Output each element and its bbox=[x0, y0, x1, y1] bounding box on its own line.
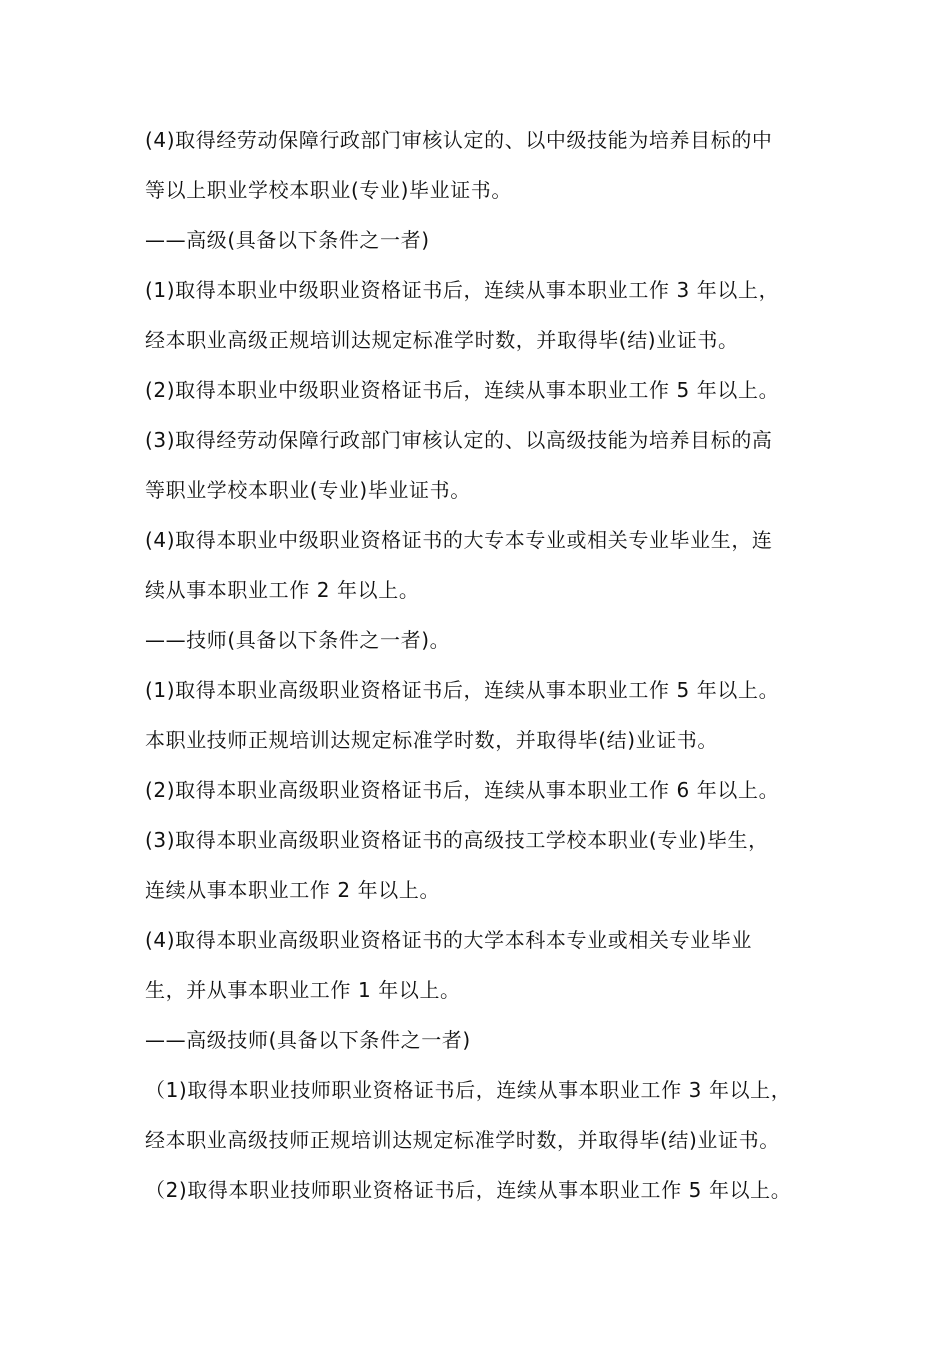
paragraph-line: 等职业学校本职业(专业)毕业证书。 bbox=[145, 478, 471, 502]
paragraph-line: （2)取得本职业技师职业资格证书后，连续从事本职业工作 5 年以上。 bbox=[145, 1178, 792, 1202]
paragraph-line: (4)取得经劳动保障行政部门审核认定的、以中级技能为培养目标的中 bbox=[145, 128, 773, 152]
paragraph-line: 生，并从事本职业工作 1 年以上。 bbox=[145, 978, 461, 1002]
document-body bbox=[145, 115, 810, 1215]
paragraph-line: (1)取得本职业高级职业资格证书后，连续从事本职业工作 5 年以上。 bbox=[145, 678, 780, 702]
paragraph-line: 经本职业高级正规培训达规定标准学时数，并取得毕(结)业证书。 bbox=[145, 328, 739, 352]
paragraph-line: (1)取得本职业中级职业资格证书后，连续从事本职业工作 3 年以上， bbox=[145, 278, 780, 302]
paragraph-line: 经本职业高级技师正规培训达规定标准学时数，并取得毕(结)业证书。 bbox=[145, 1128, 780, 1152]
paragraph-line: （1)取得本职业技师职业资格证书后，连续从事本职业工作 3 年以上， bbox=[145, 1078, 792, 1102]
paragraph-line: 续从事本职业工作 2 年以上。 bbox=[145, 578, 420, 602]
paragraph-line: (2)取得本职业高级职业资格证书后，连续从事本职业工作 6 年以上。 bbox=[145, 778, 780, 802]
section-heading: ——技师(具备以下条件之一者)。 bbox=[145, 628, 451, 652]
paragraph-line: (4)取得本职业中级职业资格证书的大专本专业或相关专业毕业生，连 bbox=[145, 528, 773, 552]
paragraph-line: (4)取得本职业高级职业资格证书的大学本科本专业或相关专业毕业 bbox=[145, 928, 752, 952]
paragraph-line: 本职业技师正规培训达规定标准学时数，并取得毕(结)业证书。 bbox=[145, 728, 719, 752]
paragraph-line: 连续从事本职业工作 2 年以上。 bbox=[145, 878, 441, 902]
section-heading: ——高级(具备以下条件之一者) bbox=[145, 228, 430, 252]
paragraph-line: (3)取得本职业高级职业资格证书的高级技工学校本职业(专业)毕生， bbox=[145, 828, 769, 852]
section-heading: ——高级技师(具备以下条件之一者) bbox=[145, 1028, 471, 1052]
paragraph-line: (2)取得本职业中级职业资格证书后，连续从事本职业工作 5 年以上。 bbox=[145, 378, 780, 402]
paragraph-line: (3)取得经劳动保障行政部门审核认定的、以高级技能为培养目标的高 bbox=[145, 428, 773, 452]
paragraph-line: 等以上职业学校本职业(专业)毕业证书。 bbox=[145, 178, 513, 202]
